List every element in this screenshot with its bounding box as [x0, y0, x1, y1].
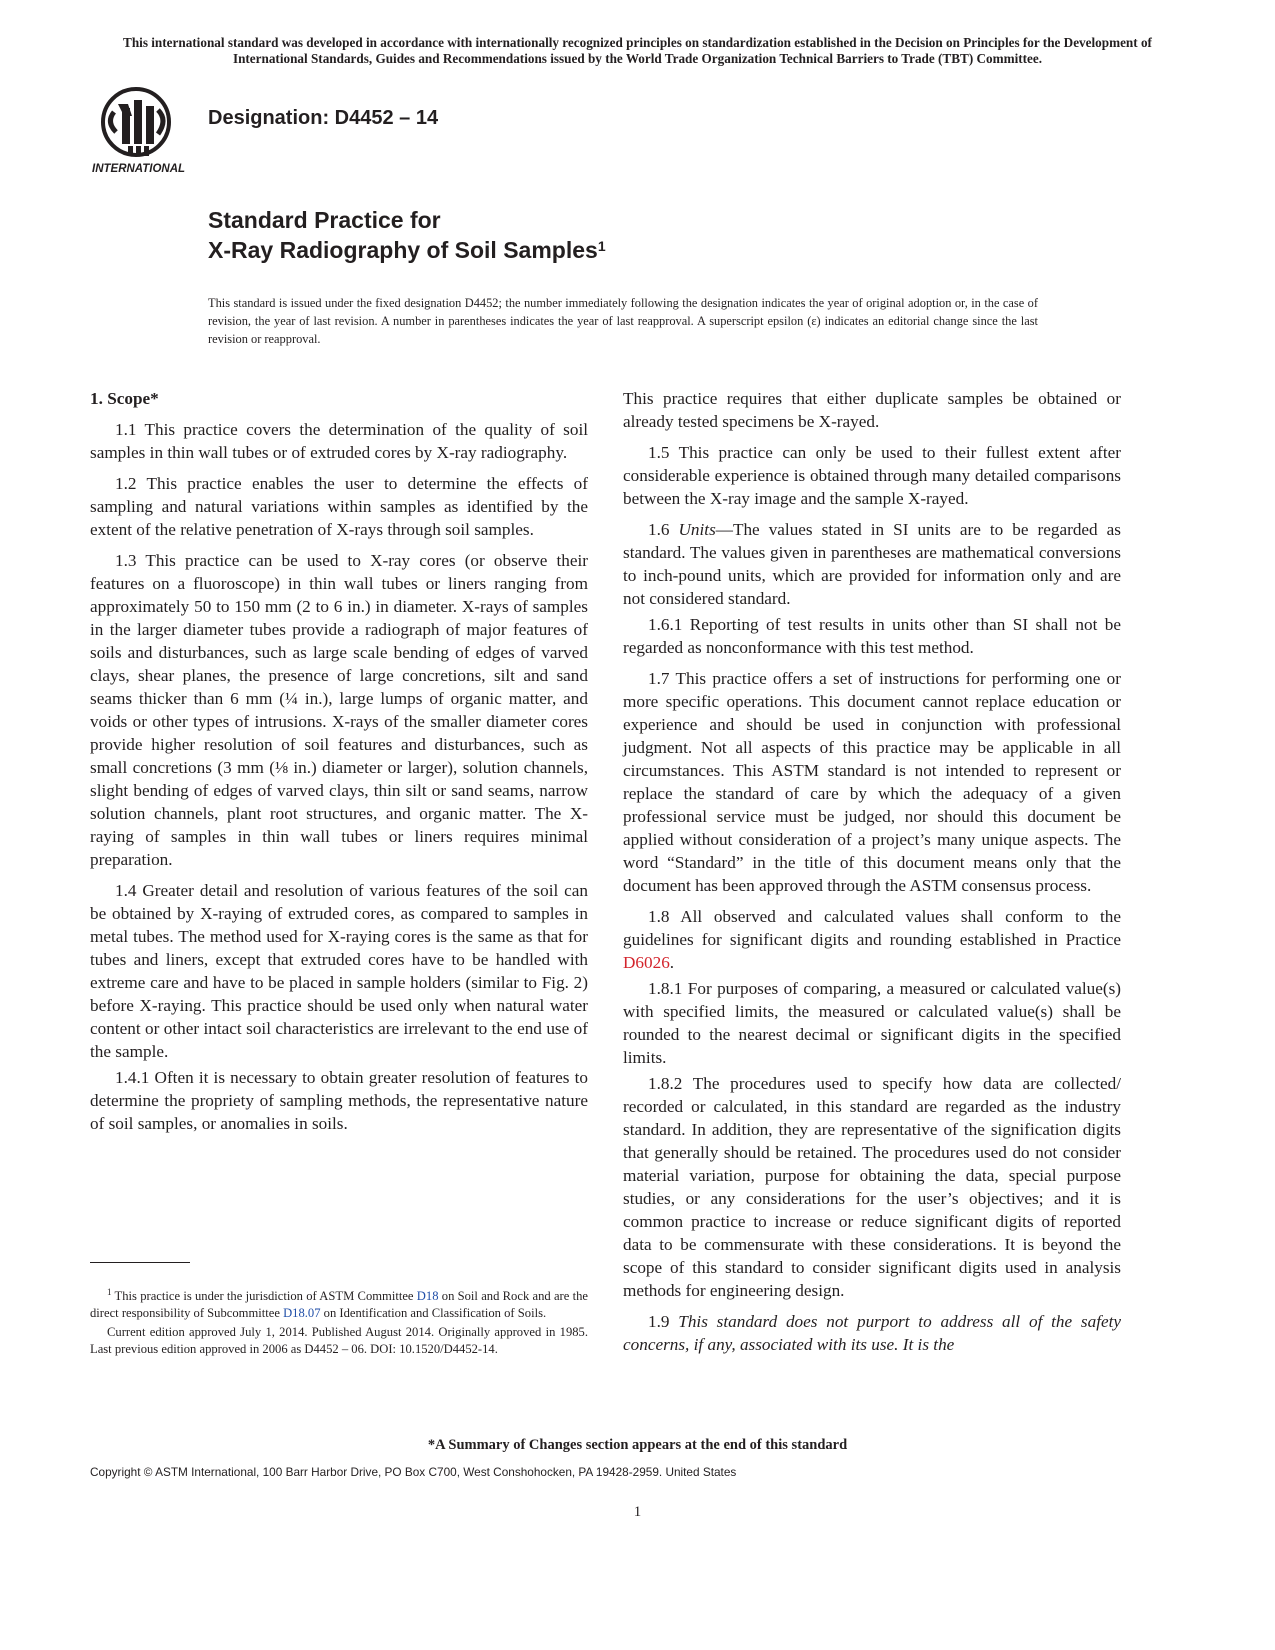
footnote-rule	[90, 1262, 190, 1263]
paragraph-1-8-1: 1.8.1 For purposes of comparing, a measured or calculated value(s) with specified limits, the measured or calculated value(s) shall be rounded to the nearest decimal or significant digits in the specified limits.	[623, 979, 1121, 1067]
footnote-1-text-c: on Identification and Classification of Soils.	[320, 1306, 547, 1321]
document-title	[208, 205, 606, 265]
d18-link[interactable]: D18	[416, 1289, 439, 1304]
paragraph-1-3: 1.3 This practice can be used to X-ray cores (or observe their features on a fluoroscope) in thin wall tubes or liners ranging from approximately 50 to 150 mm (2 to 6 in.) in diameter. X-rays of samples in the larger diameter tubes provide a radiograph of major features of soils and disturbances, such as large scale bending of edges of varved clays, shear planes, the presence of large concretions, silt and sand seams thicker than 6 mm (¼ in.), large lumps of organic matter, and voids or other types of intrusions. X-rays of the smaller diameter cores provide higher resolution of soil features and disturbances, such as small concretions (3 mm (⅛ in.) diameter or larger), solution channels, slight bending of edges of varved clays, thin silt or sand seams, narrow solution channels, plant root structures, and organic matter. The X-raying of samples in thin wall tubes or liners requires minimal preparation.	[90, 551, 588, 869]
paragraph-1-4-1: 1.4.1 Often it is necessary to obtain greater resolution of features to determine the propriety of sampling methods, the representative nature of soil samples, or anomalies in soils.	[90, 1068, 588, 1133]
paragraph-1-4: 1.4 Greater detail and resolution of various features of the soil can be obtained by X-raying of extruded cores, as compared to samples in metal tubes. The method used for X-raying cores is the same as that for tubes and liners, except that extruded cores have to be handled with extreme care and have to be placed in sample holders (similar to Fig. 2) before X-raying. This practice should be used only when natural water content or other intact soil characteristics are irrelevant to the end use of the sample.	[90, 881, 588, 1061]
left-column	[90, 387, 588, 1143]
summary-note: *A Summary of Changes section appears at the end of this standard	[427, 1437, 848, 1453]
copyright: Copyright © ASTM International, 100 Barr Harbor Drive, PO Box C700, West Conshohocken, PA 19428-2959. United States	[90, 1465, 737, 1479]
footnote-1-text-a: This practice is under the jurisdiction of ASTM Committee	[114, 1289, 417, 1304]
section-heading-scope: 1. Scope*	[90, 389, 159, 408]
astm-logo	[88, 86, 198, 178]
title-main: X-Ray Radiography of Soil Samples	[208, 237, 598, 263]
footnote-1	[90, 1284, 588, 1322]
paragraph-1-8	[623, 905, 1121, 974]
designation: Designation: D4452 – 14	[208, 107, 439, 129]
top-notice: This international standard was developed in accordance with internationally recognized principles on standardization established in the Decision on Principles for the Development of International Standards, Guides and Recommendations issued by the World Trade Organization Technical Barriers to Trade (TBT) Committee.	[123, 35, 1152, 66]
logo-text: INTERNATIONAL	[92, 163, 186, 175]
p1-6-label: Units	[678, 520, 716, 539]
p1-6-number: 1.6	[648, 520, 670, 539]
p1-6-text: —The values stated in SI units are to be regarded as standard. The values given in parentheses are mathematical conversions to inch-pound units, which are provided for information only and are not considered standard.	[623, 520, 1121, 608]
paragraph-1-9	[623, 1310, 1121, 1356]
title-line-2	[208, 235, 606, 265]
issuance-note: This standard is issued under the fixed designation D4452; the number immediately following the designation indicates the year of original adoption or, in the case of revision, the year of last revision. A number in parentheses indicates the year of last reapproval. A superscript epsilon (ε) indicates an editorial change since the last revision or reapproval.	[208, 296, 1038, 346]
paragraph-1-6	[623, 518, 1121, 610]
right-column	[623, 387, 1121, 1364]
footnote-1-text-b: on Soil and Rock and are the direct responsibility of Subcommittee	[90, 1289, 588, 1321]
paragraph-1-1: 1.1 This practice covers the determination of the quality of soil samples in thin wall tubes or of extruded cores by X-ray radiography.	[90, 420, 588, 462]
paragraph-1-8-2: 1.8.2 The procedures used to specify how data are collected/ recorded or calculated, in this standard are regarded as the industry standard. In addition, they are representative of the signification digits that generally should be retained. The procedures used do not consider material variation, purpose for obtaining the data, special purpose studies, or any considerations for the user’s objectives; and it is common practice to increase or reduce significant digits of reported data to be commensurate with these considerations. It is beyond the scope of this standard to consider significant digits used in analysis methods for engineering design.	[623, 1074, 1121, 1300]
paragraph-1-4-1-continued: This practice requires that either duplicate samples be obtained or already tested specimens be X-rayed.	[623, 389, 1121, 431]
p1-9-number: 1.9	[648, 1312, 670, 1331]
p1-8-end: .	[669, 953, 675, 972]
title-footnote-ref: 1	[597, 238, 606, 254]
d6026-link[interactable]: D6026	[623, 953, 670, 972]
paragraph-1-6-1: 1.6.1 Reporting of test results in units other than SI shall not be regarded as nonconformance with this test method.	[623, 615, 1121, 657]
paragraph-1-5: 1.5 This practice can only be used to their fullest extent after considerable experience is obtained through many detailed comparisons between the X-ray image and the sample X-rayed.	[623, 443, 1121, 508]
astm-logo-icon	[88, 86, 198, 178]
paragraph-1-2: 1.2 This practice enables the user to determine the effects of sampling and natural variations within samples as identified by the extent of the relative penetration of X-rays through soil samples.	[90, 474, 588, 539]
footnote-2: Current edition approved July 1, 2014. Published August 2014. Originally approved in 1985. Last previous edition approved in 2006 as D4452 – 06. DOI: 10.1520/D4452-14.	[90, 1325, 588, 1357]
d18-07-link[interactable]: D18.07	[283, 1306, 321, 1321]
title-line-1: Standard Practice for	[208, 207, 441, 233]
footnotes	[90, 1262, 588, 1360]
paragraph-1-7: 1.7 This practice offers a set of instructions for performing one or more specific operations. This document cannot replace education or experience and should be used in conjunction with professional judgment. Not all aspects of this practice may be applicable in all circumstances. This ASTM standard is not intended to represent or replace the standard of care by which the adequacy of a given professional service must be judged, nor should this document be applied without consideration of a project’s many unique aspects. The word “Standard” in the title of this document means only that the document has been approved through the ASTM consensus process.	[623, 669, 1121, 895]
page-number: 1	[633, 1504, 642, 1520]
p1-9-text: This standard does not purport to address all of the safety concerns, if any, associated with its use. It is the	[623, 1312, 1122, 1354]
p1-8-text: 1.8 All observed and calculated values shall conform to the guidelines for significant digits and rounding established in Practice	[623, 907, 1121, 949]
footnote-1-mark: 1	[107, 1287, 112, 1297]
